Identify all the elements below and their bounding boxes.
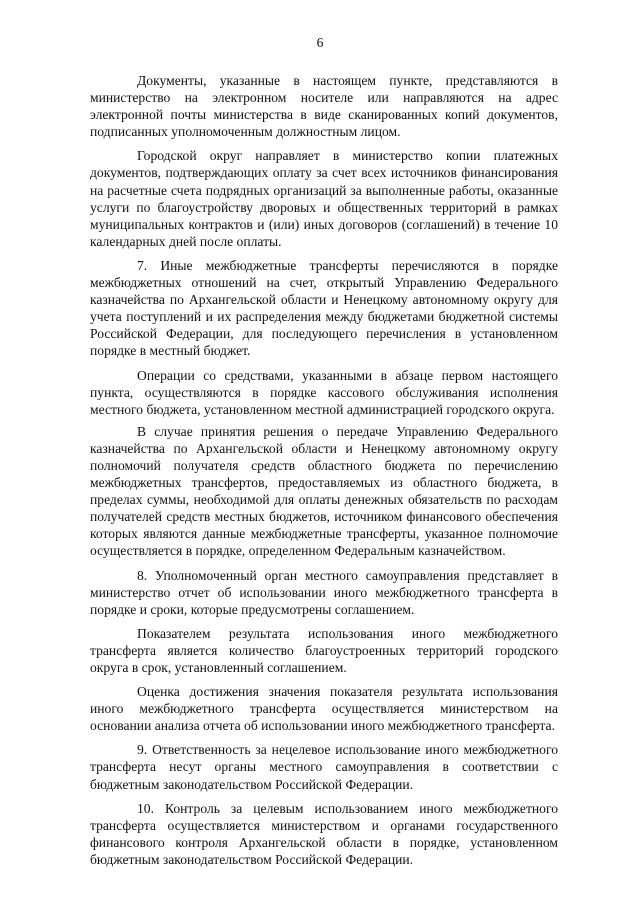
paragraph-result-indicator: Показателем результата использования иного межбюджетного трансферта является количество благоустроенных территорий городского округа в срок, установленный соглашением. xyxy=(90,625,558,675)
paragraph-transfer-of-powers: В случае принятия решения о передаче Управлению Федерального казначейства по Архангельской области и Ненецкому автономному округу полномочий получателя средств областного бюджета по перечислению межбюджетных трансфертов, предоставляемых из областного бюджета, в пределах суммы, необходимой для оплаты денежных обязательств по расходам получателей средств местных бюджетов, источником финансового обеспечения которых являются данные межбюджетные трансферты, указанное полномочие осуществляется в порядке, определенном Федеральным казначейством. xyxy=(90,423,558,559)
paragraph-item-7: 7. Иные межбюджетные трансферты перечисляются в порядке межбюджетных отношений на счет, открытый Управлению Федерального казначейства по Архангельской области и Ненецкому автономному округу для учета поступлений и их распределения между бюджетами бюджетной системы Российской Федерации, для последующего перечисления в установленном порядке в местный бюджет. xyxy=(90,257,558,359)
paragraph-documents-submission: Документы, указанные в настоящем пункте, представляются в министерство на электронном носителе или направляются на адрес электронной почты министерства в виде сканированных копий документов, подписанных уполномоченным должностным лицом. xyxy=(90,73,558,140)
paragraph-item-10: 10. Контроль за целевым использованием иного межбюджетного трансферта осуществляется министерством и органами государственного финансового контроля Архангельской области в порядке, установленном бюджетным законодательством Российской Федерации. xyxy=(90,800,558,867)
document-body xyxy=(90,72,558,868)
paragraph-payment-documents: Городской округ направляет в министерство копии платежных документов, подтверждающих оплату за счет всех источников финансирования на расчетные счета подрядных организаций за выполненные работы, оказанные услуги по благоустройству дворовых и общественных территорий в рамках муниципальных контрактов и (или) иных договоров (соглашений) в течение 10 календарных дней после оплаты. xyxy=(90,148,558,249)
paragraph-operations-with-funds: Операции со средствами, указанными в абзаце первом настоящего пункта, осуществляются в порядке кассового обслуживания исполнения местного бюджета, установленном местной администрацией городского округа. xyxy=(90,367,558,417)
paragraph-indicator-assessment: Оценка достижения значения показателя результата использования иного межбюджетного трансферта осуществляется министерством на основании анализа отчета об использовании иного межбюджетного трансферта. xyxy=(90,684,558,734)
paragraph-item-8: 8. Уполномоченный орган местного самоуправления представляет в министерство отчет об использовании иного межбюджетного трансферта в порядке и сроки, которые предусмотрены соглашением. xyxy=(90,567,558,617)
page-number: 6 xyxy=(316,35,324,50)
paragraph-item-9: 9. Ответственность за нецелевое использование иного межбюджетного трансферта несут органы местного самоуправления в соответствии с бюджетным законодательством Российской Федерации. xyxy=(90,742,558,792)
